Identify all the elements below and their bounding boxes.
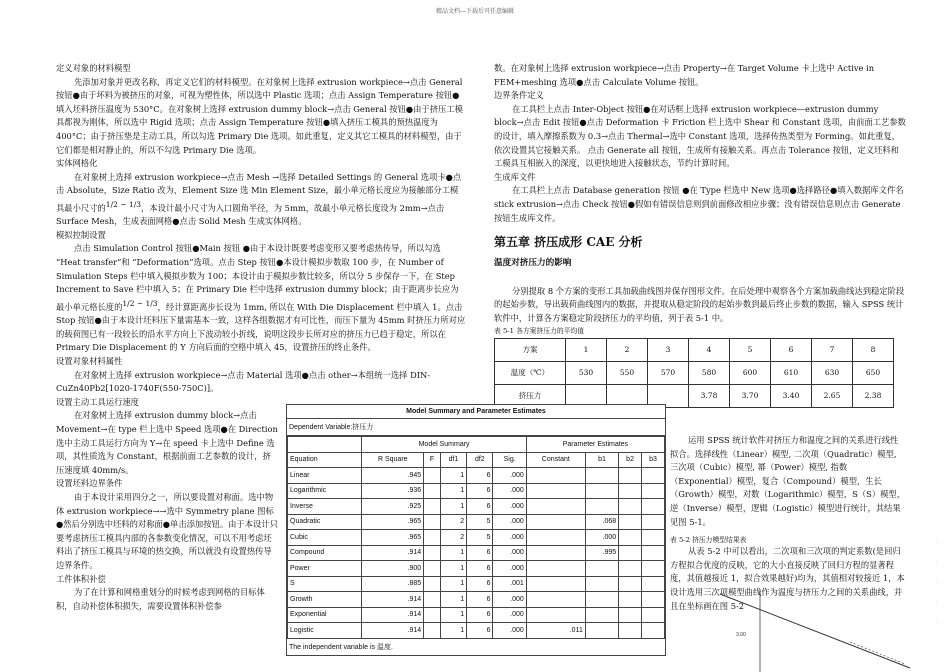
table-cell: .000 (585, 530, 618, 546)
table-cell (526, 607, 585, 623)
table-cell: 5 (467, 530, 493, 546)
table-cell: 580 (689, 361, 730, 384)
table-cell: .068 (585, 514, 618, 530)
paragraph-meshing-b: ，本设计最小尺寸为入口圆角半径，为 5mm，故最小单元格长度设为 2mm→点击 Surface Mesh，生成表面网格●点击 Solid Mesh 生成实体网格。 (56, 202, 445, 227)
table-cell: 610 (771, 361, 812, 384)
equation-cell: Linear (288, 468, 362, 484)
table-cell: 2 (607, 338, 648, 361)
table-row (288, 623, 665, 639)
table-row (495, 361, 894, 384)
table-cell: 1 (440, 592, 466, 608)
table-row (288, 545, 665, 561)
table-cell: 3.78 (689, 384, 730, 407)
table-cell (619, 561, 642, 577)
table-cell: 3.70 (730, 384, 771, 407)
table-cell: 1 (440, 483, 466, 499)
table-cell: 1 (440, 576, 466, 592)
equation-cell: Cubic (288, 530, 362, 546)
right-lower-text (670, 434, 906, 613)
chart-curve (720, 594, 910, 668)
table-cell: .000 (493, 592, 526, 608)
table-cell (585, 592, 618, 608)
table-cell (619, 468, 642, 484)
paragraph-simulation-control (56, 242, 466, 355)
table-cell: 1 (440, 468, 466, 484)
equation-cell: Exponential (288, 607, 362, 623)
table-cell: 5 (730, 338, 771, 361)
table-cell (424, 545, 441, 561)
table-cell (526, 499, 585, 515)
figure-5-2-fragment (700, 590, 936, 672)
table-cell (526, 545, 585, 561)
table-header (288, 437, 362, 453)
table-cell: 6 (467, 592, 493, 608)
table-row (288, 468, 665, 484)
paragraph-model-choice: 从表 5-2 中可以看出，二次项和三次项的判定系数(是回归方程拟合优度的反映，它的大小直接反映了回归方程的显著程度，其值越接近 1，拟合效果越好)均为，其值相对较接近 1，本设计选用三次项模型曲线作为温度与挤压力之间的关系曲线，并且在坐标画在图 5-2 (670, 546, 905, 611)
table-row (288, 514, 665, 530)
table-header: df2 (467, 452, 493, 468)
equation-cell: Growth (288, 592, 362, 608)
heading-boundary-definition: 边界条件定义 (494, 90, 544, 101)
table-cell (642, 576, 665, 592)
table-row (288, 561, 665, 577)
edge-mark: · (936, 620, 938, 625)
page-header: 精品文档---下载后可任意编辑 (435, 8, 515, 15)
table-cell: 6 (467, 607, 493, 623)
table-cell (424, 514, 441, 530)
table-cell: .000 (493, 483, 526, 499)
table-5-1 (494, 338, 894, 408)
paragraph-tool-speed: 在对象树上选择 extrusion dummy block→点击 Movement→在 type 栏上选中 Speed 选项●在 Direction 选中主动工具运行方向为 Y→在 speed 卡上选中 Define 选项，其性质选为 Constant，根据前面工艺参数的设计，挤压速度填 40mm/s。 (56, 410, 278, 475)
table-cell: .000 (493, 623, 526, 639)
table-cell (619, 499, 642, 515)
equation-cell: Quadratic (288, 514, 362, 530)
table-cell: 6 (467, 483, 493, 499)
edge-mark: · (936, 580, 938, 585)
table-cell: 8 (853, 338, 894, 361)
table-cell: .000 (493, 561, 526, 577)
table-cell (424, 561, 441, 577)
table-cell (424, 499, 441, 515)
table-cell (619, 576, 642, 592)
table-cell: 1 (440, 607, 466, 623)
table-cell: .000 (493, 499, 526, 515)
table-cell: 6 (771, 338, 812, 361)
table-row (288, 452, 665, 468)
table-cell: .000 (493, 514, 526, 530)
table-cell: 650 (853, 361, 894, 384)
table-cell: .011 (526, 623, 585, 639)
table-cell: 5 (467, 514, 493, 530)
paragraph-meshing-a: 在对象树上选择 extrusion workpiece→点击 Mesh →选择 Detailed Settings 的 General 选项卡●点击 Absolute，Size Ratio 改为，Element Size 选 Min Element Size，最小单元格长度应为接触部分工模具最小尺寸的 (56, 171, 462, 213)
table-cell: 6 (467, 576, 493, 592)
table-cell (619, 623, 642, 639)
table-cell: .914 (362, 545, 424, 561)
fraction-2: 1/2 ~ 1/3 (122, 298, 158, 308)
equation-cell: Compound (288, 545, 362, 561)
table-cell (424, 607, 441, 623)
heading-material-properties: 设置对象材料属性 (56, 356, 123, 366)
edge-mark: · (936, 560, 938, 565)
table-cell: .885 (362, 576, 424, 592)
table-cell: 1 (440, 499, 466, 515)
paragraph-volume-cont: 数。在对象树上选择 extrusion workpiece→点击 Property→在 Target Volume 卡上选中 Active in FEM+meshing 选项●点击 Calculate Volume 按钮。 (494, 63, 875, 87)
equation-cell: Logarithmic (288, 483, 362, 499)
table-cell (585, 499, 618, 515)
spss-table (287, 436, 665, 639)
table-cell (585, 483, 618, 499)
spss-group-header: Model Summary (362, 437, 526, 453)
paragraph-simulation-control-a: 点击 Simulation Control 按钮●Main 按钮 ●由于本设计既要考虑变形又要考虑热传导，所以勾选 “Heat transfer”和 “Deformation”选项。点击 Step 按钮●本设计模拟步数取 100 步，在 Number of Simulation Steps 栏中填入模拟步数为 100；本设计由于模拟步数比较多，所以分 5 步保存一下，在 Step Increment to Save 栏中填入 5；在 Primary Die 栏中选择 extrusion dummy block；由于距离步长应为最小单元格长度的 (56, 243, 459, 312)
table-cell (642, 483, 665, 499)
paragraph-volume-compensation: 为了在计算和网格重划分的时候考虑到网格的目标体积，自动补偿体积损失，需要设置体积补偿参 (56, 587, 265, 611)
table-cell: 6 (467, 623, 493, 639)
equation-cell: Inverse (288, 499, 362, 515)
table-cell: 1 (440, 623, 466, 639)
table-cell: 温度（℃） (495, 361, 566, 384)
table-cell (642, 592, 665, 608)
right-column (494, 62, 906, 408)
table-row (288, 530, 665, 546)
paragraph-material-properties: 在对象树上选择 extrusion workpiece→点击 Material 选项●点击 other→本组统一选择 DIN-CuZn40Pb2[1020-1740F(550-750C)]。 (56, 369, 431, 394)
table-cell: .001 (493, 576, 526, 592)
table-cell: 3.40 (771, 384, 812, 407)
table-cell: 550 (607, 361, 648, 384)
table-cell: 方案 (495, 338, 566, 361)
table-cell (526, 514, 585, 530)
table-cell (526, 530, 585, 546)
table-cell: .000 (493, 530, 526, 546)
paragraph-material-model: 先添加对象并更改名称，再定义它们的材料模型。在对象树上选择 extrusion workpiece→点击 General 按钮●由于坏料为被挤压的对象，可视为塑性体，所以选中 Plastic 选项；点击 Assign Temperature 按钮●填入坯料挤压温度为 530°C。在对象树上选择 extrusion dummy block→点击 General 按钮●由于挤压工模具都视为刚体，所以选中 Rigid 选项；点击 Assign Temperature 按钮●填入挤压工模具的预热温度为 400°C；由于挤压垫是主动工具，所以勾选 Primary Die 选项。如此重复，定义其它工模具的材料模型，由于它们都是相对静止的，所以不勾选 Primary Die 选项。 (56, 76, 463, 155)
table-5-2-caption: 表 5-2 挤压力模型结果表 (670, 536, 747, 545)
table-row (288, 483, 665, 499)
paragraph-simulation-control-b: ，经计算距离步长设为 1mm, 所以在 With Die Displacement 栏中填入 1。点击 Stop 按钮●由于本设计坯料压下量需基本一致，这样各组数据才有可比性，而压下量为 45mm 时挤压力所对应的载荷图已有一段较长的沿水平方向上下波动较小折线，说明这段步长所对应的挤压力已趋于稳定，所以在 Primary Die Displacement 的 Y 方向后面的空格中填入 45，设置挤压的终止条件。 (56, 301, 466, 353)
table-cell (619, 592, 642, 608)
table-cell (526, 483, 585, 499)
table-cell (424, 530, 441, 546)
table-cell: .914 (362, 623, 424, 639)
heading-database: 生成库文件 (494, 171, 536, 182)
table-cell: 挤压力 (495, 384, 566, 407)
table-cell: .000 (493, 468, 526, 484)
table-cell (642, 514, 665, 530)
table-cell (424, 592, 441, 608)
table-cell: .000 (493, 607, 526, 623)
table-row (288, 499, 665, 515)
table-row (288, 607, 665, 623)
section-title: 温度对挤压力的影响 (494, 258, 572, 269)
table-header: Equation (288, 452, 362, 468)
table-cell: .900 (362, 561, 424, 577)
table-cell: .914 (362, 592, 424, 608)
equation-cell: Logistic (288, 623, 362, 639)
table-cell: 6 (467, 499, 493, 515)
table-cell: 2 (440, 514, 466, 530)
table-header: F (424, 452, 441, 468)
table-row (288, 592, 665, 608)
table-cell: .945 (362, 468, 424, 484)
table-cell: 4 (689, 338, 730, 361)
spss-table-body (288, 468, 665, 639)
heading-simulation-control: 模拟控制设置 (56, 229, 106, 240)
table-cell (642, 561, 665, 577)
table-cell: 2.65 (812, 384, 853, 407)
table-cell (642, 623, 665, 639)
table-cell (619, 483, 642, 499)
edge-mark: · (936, 540, 938, 545)
table-cell (526, 561, 585, 577)
chapter-title: 第五章 挤压成形 CAE 分析 (494, 235, 643, 250)
table-cell: .965 (362, 530, 424, 546)
paragraph-spss-fit: 运用 SPSS 统计软件对挤压力和温度之间的关系进行线性拟合。选择线性（Linear）模型, 二次项（Quadratic）模型, 三次项（Cubic）模型, 幂（Power）模型, 指数（Exponential）模型，复合（Compound）模型，生长（Growth）模型，对数（Logarithmic）模型，S（S）模型，逆（Inverse）模型，逻辑（Logistic）模型进行统计，其结果见图 5-1。 (670, 435, 906, 527)
table-cell (424, 576, 441, 592)
table-cell (585, 623, 618, 639)
table-cell: 530 (566, 361, 607, 384)
table-header: b2 (619, 452, 642, 468)
table-cell: 6 (467, 545, 493, 561)
heading-tool-speed: 设置主动工具运行速度 (56, 396, 139, 407)
equation-cell: S (288, 576, 362, 592)
edge-mark: · (936, 600, 938, 605)
table-cell (424, 483, 441, 499)
fraction-1: 1/2 ~ 1/3 (105, 199, 141, 209)
table-cell (619, 514, 642, 530)
table-cell: 6 (467, 561, 493, 577)
paragraph-boundary: 由于本设计采用四分之一，所以要设置对称面。选中物体 extrusion workpiece→→选中 Symmetry plane 图标●然后分别选中坯料的对称面●单击添加按钮。由于本设计只要考虑挤压工模具内部的各参数变化情况，可以不用考虑坯料出了挤压工模具与环境的热交换，所以就没有设置热传导边界条件。 (56, 491, 278, 570)
heading-material-model: 定义对象的材料模型 (56, 63, 131, 73)
table-cell (619, 607, 642, 623)
table-cell (424, 623, 441, 639)
table-cell (526, 468, 585, 484)
table-cell (642, 530, 665, 546)
table-cell (526, 576, 585, 592)
table-cell: .914 (362, 607, 424, 623)
table-header: b1 (585, 452, 618, 468)
table-5-1-caption: 表 5-1 各方案挤压力的平均值 (494, 326, 585, 335)
table-cell (585, 576, 618, 592)
table-cell: .936 (362, 483, 424, 499)
table-cell: 6 (467, 468, 493, 484)
heading-meshing: 实体网格化 (56, 158, 98, 169)
table-header: df1 (440, 452, 466, 468)
paragraph-boundary-definition: 在工具栏上点击 Inter-Object 按钮●在对话框上选择 extrusion workpiece—extrusion dummy block→点击 Edit 按钮●点击 Deformation 卡 Friction 栏上选中 Shear 和 Constant 选项，由前面工艺参数的设计，填入摩擦系数为 0.3→点击 Thermal→选中 Constant 选项，选择传热类型为 Forming。如此重复，依次设置其它接触关系。 点击 Generate all 按钮，生成所有接触关系。再点击 Tolerance 按钮，定义坯料和工模具互相嵌入的深度，以更快地进入接触状态，节约计算时间。 (494, 103, 906, 169)
table-cell: 2.38 (853, 384, 894, 407)
table-cell (585, 561, 618, 577)
table-cell: 600 (730, 361, 771, 384)
table-cell: 2 (440, 530, 466, 546)
table-header: b3 (642, 452, 665, 468)
table-cell: 630 (812, 361, 853, 384)
table-row (495, 338, 894, 361)
table-cell: 570 (648, 361, 689, 384)
table-cell: 1 (566, 338, 607, 361)
table-cell (642, 468, 665, 484)
table-cell: .925 (362, 499, 424, 515)
table-cell: 7 (812, 338, 853, 361)
heading-volume-compensation: 工件体积补偿 (56, 573, 106, 584)
table-cell: .000 (493, 545, 526, 561)
paragraph-extraction: 分别提取 8 个方案的变形工具加载曲线图并保存图形文件。在后处理中观察各个方案加载曲线达到稳定阶段的起始步数，导出载荷曲线图内的数据，并提取从稳定阶段的起始步数到最后终止步数的数据，输入 SPSS 统计软件中，计算各方案稳定阶段挤压力的平均值，列于表 5-1 中。 (494, 285, 905, 323)
table-cell: .965 (362, 514, 424, 530)
spss-output-table (286, 404, 666, 656)
table-header: Sig. (493, 452, 526, 468)
table-cell: 1 (440, 561, 466, 577)
table-cell (619, 530, 642, 546)
paragraph-meshing (56, 171, 466, 229)
chart-curve-2 (850, 642, 905, 664)
table-cell: .995 (585, 545, 618, 561)
table-cell: 3 (648, 338, 689, 361)
table-cell (585, 607, 618, 623)
table-cell (642, 499, 665, 515)
equation-cell: Power (288, 561, 362, 577)
spss-dependent-variable: Dependent Variable:挤压力 (287, 419, 665, 436)
table-header: R Square (362, 452, 424, 468)
spss-footer: The independent variable is 温度. (289, 643, 393, 651)
spss-title: Model Summary and Parameter Estimates (287, 405, 665, 419)
table-cell (585, 468, 618, 484)
table-cell (619, 545, 642, 561)
table-row (288, 576, 665, 592)
heading-boundary: 设置坯料边界条件 (56, 478, 123, 489)
table-cell (642, 607, 665, 623)
paragraph-database: 在工具栏上点击 Database generation 按钮 ●在 Type 栏选中 New 选项●选择路径●填入数据库文件名 stick extrusion→点击 Check 按钮●假如有错误信息则到前面修改相应步骤；没有错误信息则点击 Generate 按钮生成库文件。 (494, 185, 904, 223)
table-cell (526, 592, 585, 608)
chart-tick-label: 3.00 (736, 632, 746, 638)
table-cell (642, 545, 665, 561)
table-header: Constant (526, 452, 585, 468)
table-cell (424, 468, 441, 484)
table-row (288, 437, 665, 453)
spss-group-header: Parameter Estimates (526, 437, 664, 453)
table-cell: 1 (440, 545, 466, 561)
